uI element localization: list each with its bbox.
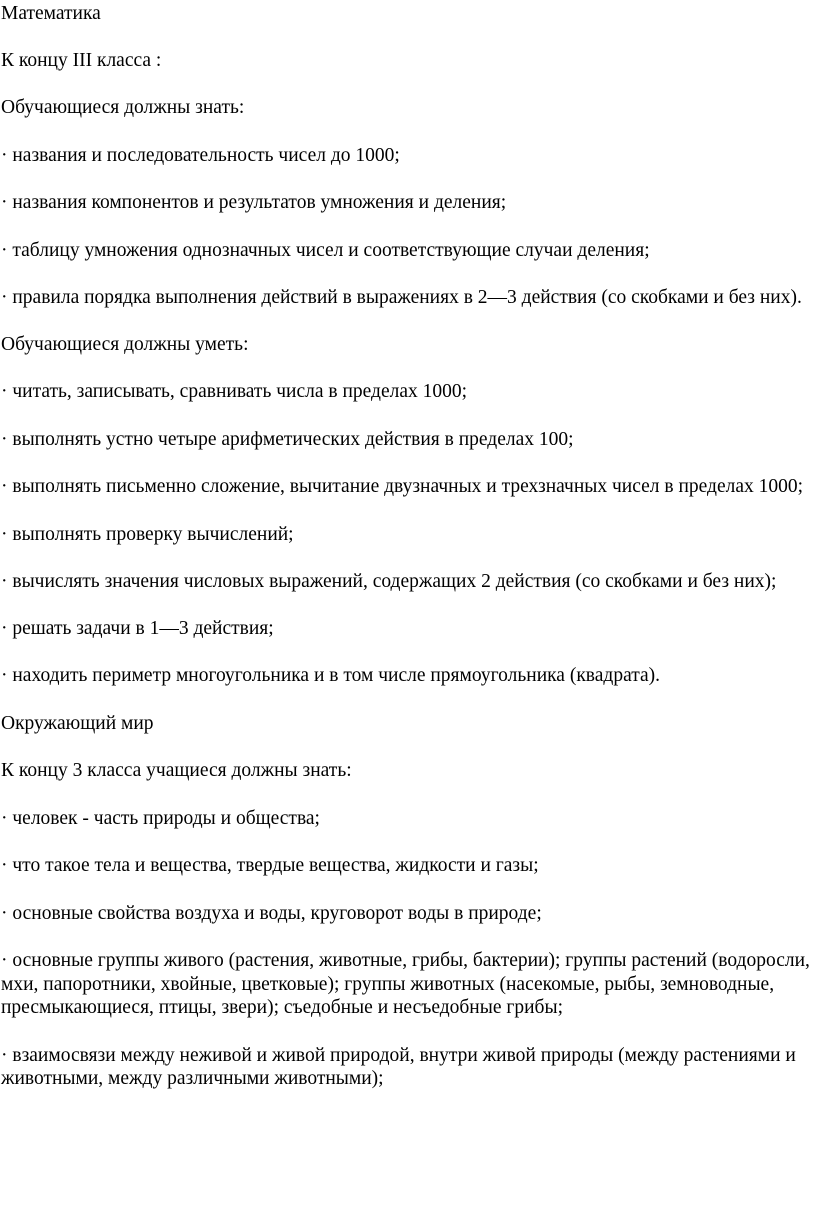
math-can-item: · выполнять устно четыре арифметических действия в пределах 100; bbox=[1, 428, 574, 450]
math-can-item: · выполнять письменно сложение, вычитание двузначных и трехзначных чисел в пределах 1000; bbox=[1, 476, 804, 497]
math-can-item: · находить периметр многоугольника и в том числе прямоугольника (квадрата). bbox=[1, 665, 661, 686]
world-know-item: · взаимосвязи между неживой и живой природой, внутри живой природы (между растениями и животными, между различными животными); bbox=[1, 1044, 796, 1089]
world-know-item: · основные свойства воздуха и воды, круговорот воды в природе; bbox=[1, 902, 542, 924]
math-can-item: · читать, записывать, сравнивать числа в пределах 1000; bbox=[1, 381, 468, 402]
world-know-item: · основные группы живого (растения, животные, грибы, бактерии); группы растений (водоросли, мхи, папоротники, хвойные, цветковые); группы животных (насекомые, рыбы, земноводные, пресмыкающиеся, птицы, звери); съедобные и несъедобные грибы; bbox=[1, 950, 810, 1018]
world-know-item: · человек - часть природы и общества; bbox=[1, 807, 320, 829]
world-title: Окружающий мир bbox=[1, 712, 154, 734]
world-know-item: · что такое тела и вещества, твердые вещества, жидкости и газы; bbox=[1, 855, 539, 876]
math-title: Математика bbox=[1, 3, 101, 24]
math-can-heading: Обучающиеся должны уметь: bbox=[1, 333, 249, 355]
math-know-item: · названия и последовательность чисел до 1000; bbox=[1, 144, 400, 166]
math-grade: К концу III класса : bbox=[1, 49, 162, 71]
math-know-item: · правила порядка выполнения действий в выражениях в 2—3 действия (со скобками и без них). bbox=[1, 287, 802, 308]
math-can-item: · выполнять проверку вычислений; bbox=[1, 523, 294, 545]
math-know-item: · таблицу умножения однозначных чисел и соответствующие случаи деления; bbox=[1, 239, 650, 261]
world-know-heading: К концу 3 класса учащиеся должны знать: bbox=[1, 760, 352, 781]
math-know-heading: Обучающиеся должны знать: bbox=[1, 97, 245, 118]
math-know-item: · названия компонентов и результатов умножения и деления; bbox=[1, 192, 507, 213]
math-can-item: · вычислять значения числовых выражений, содержащих 2 действия (со скобками и без них); bbox=[1, 571, 777, 592]
math-can-item: · решать задачи в 1—3 действия; bbox=[1, 617, 274, 639]
